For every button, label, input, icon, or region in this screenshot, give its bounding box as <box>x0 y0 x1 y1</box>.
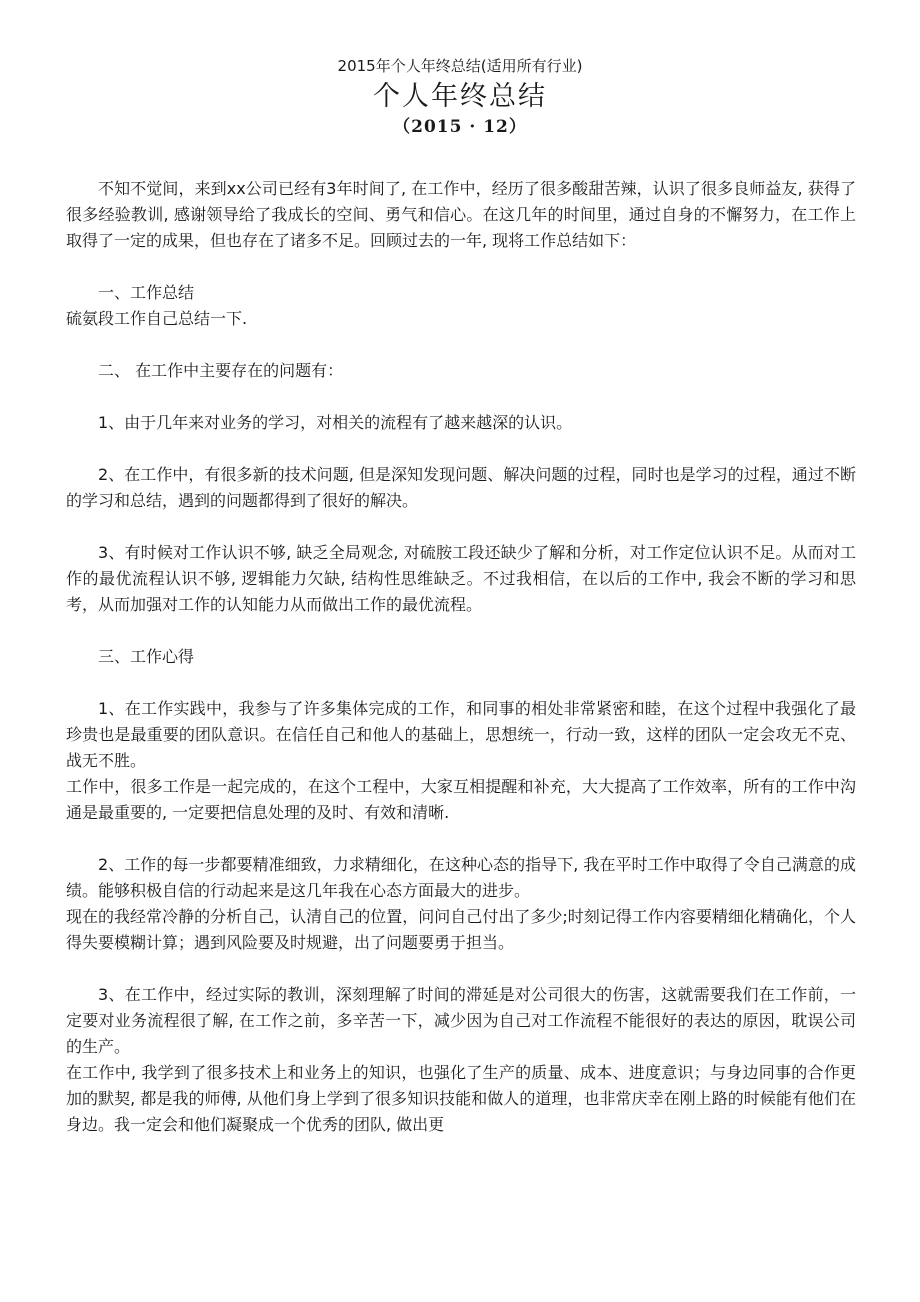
paragraph-spacer <box>66 956 856 982</box>
paragraph-spacer <box>66 670 856 696</box>
paragraph-spacer <box>66 514 856 540</box>
body-paragraph: 不知不觉间，来到xx公司已经有3年时间了, 在工作中，经历了很多酸甜苦辣，认识了很多良师益友, 获得了很多经验教训, 感谢领导给了我成长的空间、勇气和信心。在这几年的时间里，通过自身的不懈努力，在工作上取得了一定的成果，但也存在了诸多不足。回顾过去的一年, 现将工作总结如下： <box>66 179 856 250</box>
body-paragraph: 在工作中, 我学到了很多技术上和业务上的知识，也强化了生产的质量、成本、进度意识；与身边同事的合作更加的默契, 都是我的师傅, 从他们身上学到了很多知识技能和做人的道理，也非常庆幸在刚上路的时候能有他们在身边。我一定会和他们凝聚成一个优秀的团队, 做出更 <box>66 1063 856 1134</box>
document-body <box>66 176 856 1138</box>
paragraph-spacer <box>66 254 856 280</box>
body-paragraph: 3、在工作中，经过实际的教训，深刻理解了时间的滞延是对公司很大的伤害，这就需要我们在工作前，一定要对业务流程很了解, 在工作之前，多辛苦一下，减少因为自己对工作流程不能很好的表达的原因，耽误公司的生产。 <box>66 985 856 1056</box>
paragraph-spacer <box>66 826 856 852</box>
document-title: 个人年终总结 <box>373 81 547 112</box>
body-paragraph: 现在的我经常冷静的分析自己，认清自己的位置，问问自己付出了多少;时刻记得工作内容要精细化精确化，个人得失要模糊计算；遇到风险要及时规避，出了问题要勇于担当。 <box>66 907 856 952</box>
paragraph-spacer <box>66 384 856 410</box>
document-date: （2015 · 12） <box>393 117 527 137</box>
body-paragraph: 工作中，很多工作是一起完成的，在这个工程中，大家互相提醒和补充，大大提高了工作效率，所有的工作中沟通是最重要的, 一定要把信息处理的及时、有效和清晰. <box>66 777 856 822</box>
section-heading: 二、 在工作中主要存在的问题有： <box>98 361 344 380</box>
body-paragraph: 1、由于几年来对业务的学习，对相关的流程有了越来越深的认识。 <box>98 413 573 432</box>
body-paragraph: 3、有时候对工作认识不够, 缺乏全局观念, 对硫胺工段还缺少了解和分析，对工作定位认识不足。从而对工作的最优流程认识不够, 逻辑能力欠缺, 结构性思维缺乏。不过我相信，在以后的工作中, 我会不断的学习和思考，从而加强对工作的认知能力从而做出工作的最优流程。 <box>66 543 856 614</box>
paragraph-spacer <box>66 436 856 462</box>
document-supertitle: 2015年个人年终总结(适用所有行业) <box>337 57 583 75</box>
body-paragraph: 2、在工作中，有很多新的技术问题, 但是深知发现问题、解决问题的过程，同时也是学习的过程，通过不断的学习和总结，遇到的问题都得到了很好的解决。 <box>66 465 856 510</box>
section-heading: 三、工作心得 <box>98 647 195 666</box>
body-paragraph: 硫氨段工作自己总结一下. <box>66 309 248 328</box>
paragraph-spacer <box>66 332 856 358</box>
document-header <box>0 56 920 138</box>
section-heading: 一、工作总结 <box>98 283 195 302</box>
body-paragraph: 1、在工作实践中，我参与了许多集体完成的工作，和同事的相处非常紧密和睦，在这个过程中我强化了最珍贵也是最重要的团队意识。在信任自己和他人的基础上，思想统一，行动一致，这样的团队一定会攻无不克、战无不胜。 <box>66 699 856 770</box>
paragraph-spacer <box>66 618 856 644</box>
body-paragraph: 2、工作的每一步都要精准细致，力求精细化，在这种心态的指导下, 我在平时工作中取得了令自己满意的成绩。能够积极自信的行动起来是这几年我在心态方面最大的进步。 <box>66 855 856 900</box>
